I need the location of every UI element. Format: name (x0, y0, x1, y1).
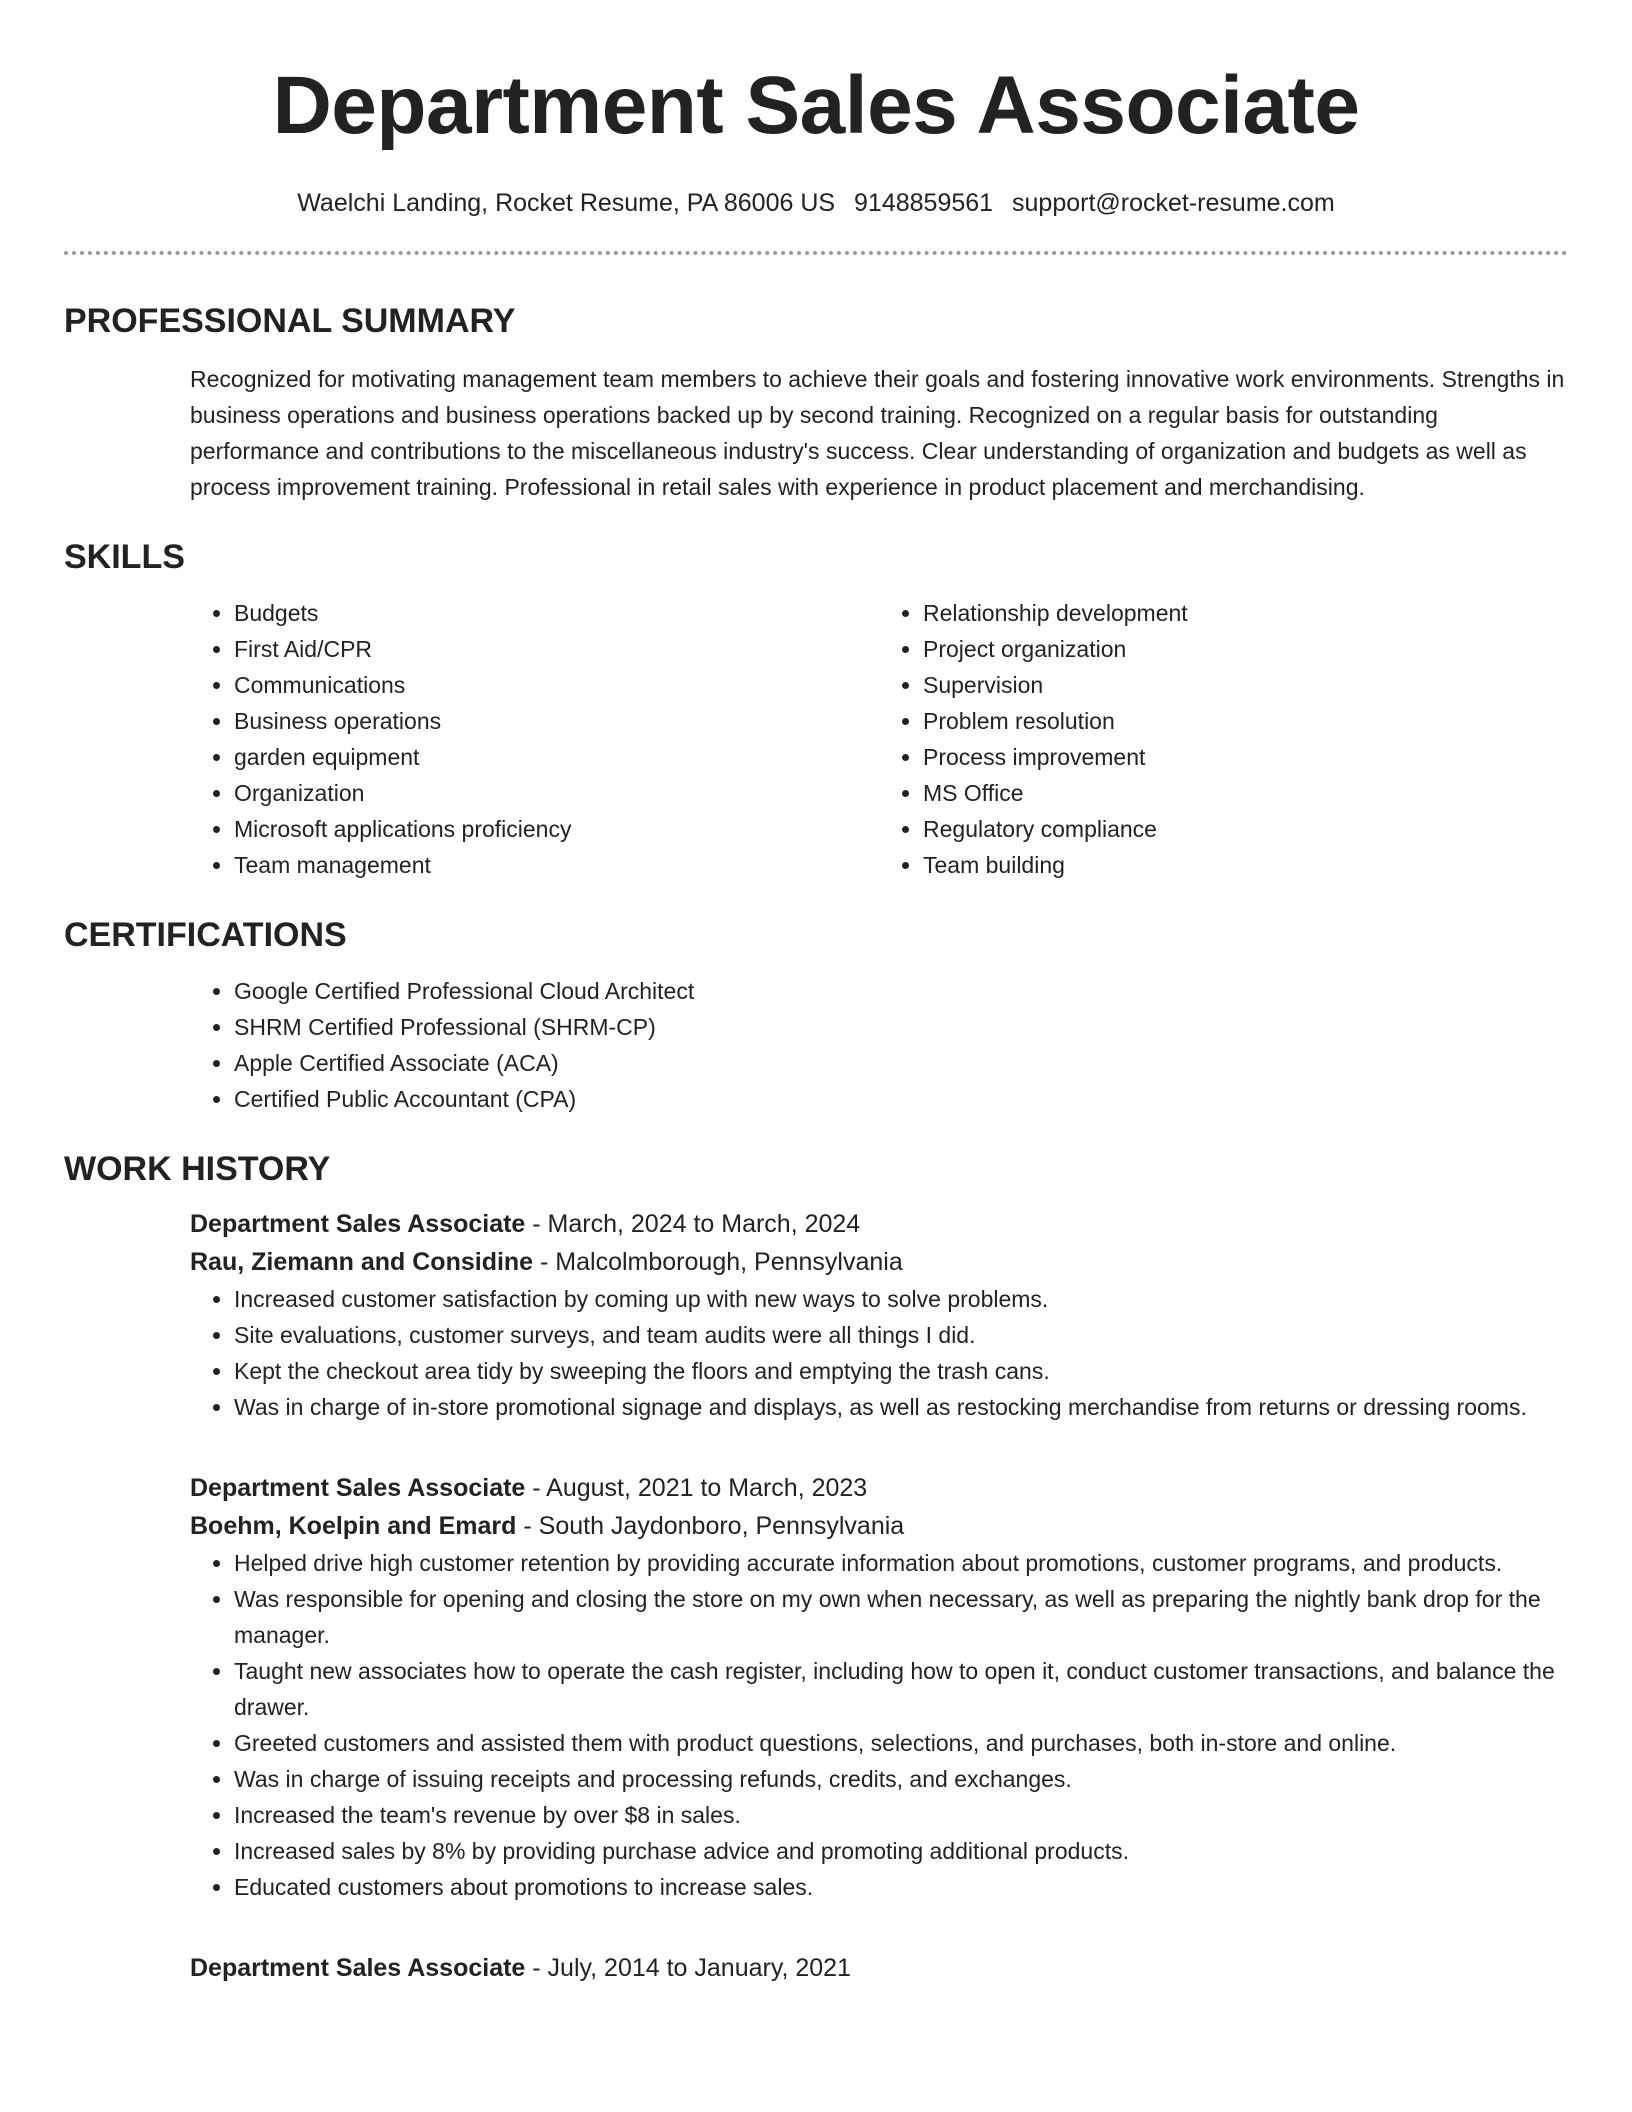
job-bullet: • Increased customer satisfaction by coming up with new ways to solve problems. (234, 1281, 1568, 1317)
skills-list-left (190, 595, 879, 883)
job-bullet: • Was in charge of in-store promotional signage and displays, as well as restocking merchandise from returns or dressing rooms. (234, 1389, 1568, 1425)
job-bullet: • Was responsible for opening and closing the store on my own when necessary, as well as preparing the nightly bank drop for the manager. (234, 1581, 1568, 1653)
skill-item: • Project organization (923, 631, 1568, 667)
skill-item: • Supervision (923, 667, 1568, 703)
job-bullet: • Was in charge of issuing receipts and processing refunds, credits, and exchanges. (234, 1761, 1568, 1797)
skill-item: • Communications (234, 667, 879, 703)
job-bullet: • Increased the team's revenue by over $8 in sales. (234, 1797, 1568, 1833)
job-dates: - August, 2021 to March, 2023 (525, 1474, 868, 1502)
skill-item: • garden equipment (234, 739, 879, 775)
job-bullet: • Educated customers about promotions to increase sales. (234, 1869, 1568, 1905)
job-bullet: • Kept the checkout area tidy by sweeping the floors and emptying the trash cans. (234, 1353, 1568, 1389)
skill-item: • Microsoft applications proficiency (234, 811, 879, 847)
skills-heading: SKILLS (64, 538, 185, 576)
certifications-heading: CERTIFICATIONS (64, 916, 347, 954)
work-history-heading: WORK HISTORY (64, 1150, 331, 1188)
job-bullet: • Taught new associates how to operate the cash register, including how to open it, conduct customer transactions, and balance the drawer. (234, 1653, 1568, 1725)
job-role: Department Sales Associate (190, 1210, 526, 1238)
job-bullet: • Increased sales by 8% by providing purchase advice and promoting additional products. (234, 1833, 1568, 1869)
job-title-line (190, 1949, 1568, 1987)
certification-item: • SHRM Certified Professional (SHRM-CP) (234, 1009, 1568, 1045)
contact-address: Waelchi Landing, Rocket Resume, PA 86006 US (297, 189, 836, 217)
job-entry (190, 1949, 1568, 1987)
contact-line (64, 187, 1568, 219)
contact-email: support@rocket-resume.com (1012, 189, 1335, 217)
skill-item: • Problem resolution (923, 703, 1568, 739)
work-history-section (190, 1205, 1568, 1987)
summary-heading: PROFESSIONAL SUMMARY (64, 302, 516, 340)
job-entry (190, 1205, 1568, 1425)
skills-list-right (879, 595, 1568, 883)
summary-section (190, 361, 1568, 505)
job-location: - Malcolmborough, Pennsylvania (533, 1248, 903, 1276)
job-dates: - March, 2024 to March, 2024 (525, 1210, 861, 1238)
contact-phone: 9148859561 (854, 189, 994, 217)
job-role: Department Sales Associate (190, 1474, 526, 1502)
certifications-section (190, 973, 1568, 1117)
skill-item: • Team management (234, 847, 879, 883)
job-company-line (190, 1243, 1568, 1281)
job-role: Department Sales Associate (190, 1954, 526, 1982)
skill-item: • Process improvement (923, 739, 1568, 775)
summary-text: Recognized for motivating management team members to achieve their goals and fostering innovative work environments. Strengths in business operations and business operations backed up by second training. Recognized on a regular basis for outstanding performance and contributions to the miscellaneous industry's success. Clear understanding of organization and budgets as well as process improvement training. Professional in retail sales with experience in product placement and merchandising. (190, 366, 1565, 500)
skill-item: • Business operations (234, 703, 879, 739)
skill-item: • Regulatory compliance (923, 811, 1568, 847)
certification-item: • Google Certified Professional Cloud Architect (234, 973, 1568, 1009)
skills-section (190, 595, 1568, 883)
job-bullets (190, 1545, 1568, 1905)
resume-name: Department Sales Associate (272, 60, 1360, 151)
job-entry (190, 1469, 1568, 1905)
job-company: Boehm, Koelpin and Emard (190, 1512, 517, 1540)
skill-item: • First Aid/CPR (234, 631, 879, 667)
job-company-line (190, 1507, 1568, 1545)
job-bullets (190, 1281, 1568, 1425)
job-title-line (190, 1469, 1568, 1507)
job-location: - South Jaydonboro, Pennsylvania (516, 1512, 905, 1540)
certifications-list (190, 973, 1568, 1117)
job-dates: - July, 2014 to January, 2021 (525, 1954, 851, 1982)
skill-item: • Budgets (234, 595, 879, 631)
skill-item: • MS Office (923, 775, 1568, 811)
skill-item: • Organization (234, 775, 879, 811)
skill-item: • Relationship development (923, 595, 1568, 631)
skill-item: • Team building (923, 847, 1568, 883)
job-bullet: • Helped drive high customer retention by providing accurate information about promotions, customer programs, and products. (234, 1545, 1568, 1581)
certification-item: • Certified Public Accountant (CPA) (234, 1081, 1568, 1117)
job-title-line (190, 1205, 1568, 1243)
header-divider (64, 251, 1568, 255)
job-company: Rau, Ziemann and Considine (190, 1248, 534, 1276)
certification-item: • Apple Certified Associate (ACA) (234, 1045, 1568, 1081)
job-bullet: • Greeted customers and assisted them with product questions, selections, and purchases, both in-store and online. (234, 1725, 1568, 1761)
job-bullet: • Site evaluations, customer surveys, and team audits were all things I did. (234, 1317, 1568, 1353)
